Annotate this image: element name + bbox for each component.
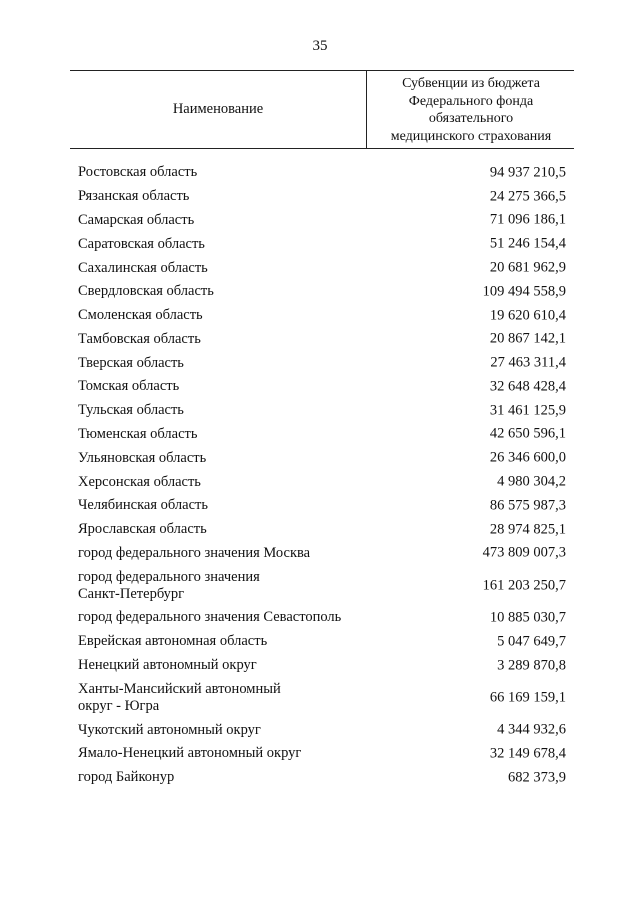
subvention-value: 109 494 558,9: [482, 283, 566, 300]
subvention-value: 32 648 428,4: [489, 378, 566, 395]
table-row: [78, 630, 566, 654]
column-header-line: Федерального фонда: [408, 93, 534, 109]
subvention-value: 161 203 250,7: [482, 577, 566, 594]
subvention-value: 473 809 007,3: [482, 544, 566, 561]
table-header: [70, 70, 574, 149]
subvention-value: 86 575 987,3: [489, 497, 566, 514]
region-name-line: Ростовская область: [78, 164, 198, 181]
region-name: [78, 450, 378, 467]
subvention-value: 71 096 186,1: [489, 211, 566, 228]
region-name-line: Ульяновская область: [78, 449, 207, 466]
region-name-line: город федерального значения: [78, 568, 260, 585]
subvention-value: 66 169 159,1: [489, 689, 566, 706]
subvention-value: 51 246 154,4: [489, 235, 566, 252]
region-name-line: Самарская область: [78, 211, 195, 228]
region-name: [78, 474, 378, 491]
region-name: [78, 355, 378, 372]
subvention-value: 19 620 610,4: [489, 307, 566, 324]
region-name-line: Херсонская область: [78, 473, 201, 490]
region-name-line: Еврейская автономная область: [78, 633, 268, 650]
region-name-line: Саратовская область: [78, 235, 205, 252]
region-name: [78, 378, 378, 395]
region-name: [78, 545, 378, 562]
subvention-value: 20 681 962,9: [489, 259, 566, 276]
subvention-value: 24 275 366,5: [489, 188, 566, 205]
region-name: [78, 426, 378, 443]
table-row: [78, 518, 566, 542]
table-row: [78, 542, 566, 566]
subvention-value: 4 980 304,2: [497, 473, 566, 490]
table-row: [78, 718, 566, 742]
region-name: [78, 307, 378, 324]
region-name: [78, 745, 378, 762]
table-row: [78, 161, 566, 185]
column-header-line: обязательного: [428, 111, 514, 126]
region-name: [78, 681, 378, 715]
region-name: [78, 212, 378, 229]
table-row: [78, 399, 566, 423]
region-name: [78, 236, 378, 253]
table-row: [78, 470, 566, 494]
region-name: [78, 188, 378, 205]
region-name: [78, 609, 378, 626]
subvention-value: 94 937 210,5: [489, 164, 566, 181]
region-name: [78, 521, 378, 538]
table-row: [78, 185, 566, 209]
region-name: [78, 283, 378, 300]
region-name: [78, 331, 378, 348]
region-name-line: Ханты-Мансийский автономный: [78, 680, 281, 697]
subvention-value: 10 885 030,7: [489, 609, 566, 626]
column-header-subventions: [368, 75, 574, 145]
region-name-line: Сахалинская область: [78, 259, 208, 276]
region-name-line: Ярославская область: [78, 521, 207, 538]
region-name: [78, 633, 378, 650]
subvention-value: 31 461 125,9: [489, 402, 566, 419]
region-name-line: город Байконур: [78, 769, 175, 786]
region-name: [78, 569, 378, 603]
region-name-line: Тамбовская область: [78, 330, 201, 347]
table-row: [78, 742, 566, 766]
region-name-line: Тульская область: [78, 402, 184, 419]
table-row: [78, 280, 566, 304]
subvention-value: 3 289 870,8: [497, 657, 566, 674]
table-row: [78, 304, 566, 328]
region-name-line: Челябинская область: [78, 497, 208, 514]
table-row: [78, 766, 566, 790]
region-name-line: Тюменская область: [78, 425, 198, 442]
region-name-line: город федерального значения Севастополь: [78, 609, 342, 626]
header-divider: [366, 71, 367, 148]
table-row: [78, 209, 566, 233]
table-body: [78, 161, 566, 790]
subvention-value: 28 974 825,1: [489, 521, 566, 538]
column-header-line: медицинского страхования: [390, 128, 552, 144]
table-row: [78, 606, 566, 630]
table-row: [78, 677, 566, 718]
table-row: [78, 565, 566, 606]
subvention-value: 32 149 678,4: [489, 745, 566, 762]
subvention-value: 42 650 596,1: [489, 425, 566, 442]
table-row: [78, 494, 566, 518]
column-header-line: Субвенции из бюджета: [402, 76, 540, 91]
table-row: [78, 423, 566, 447]
subvention-value: 4 344 932,6: [497, 721, 566, 738]
page-number: 35: [312, 38, 328, 54]
region-name-line: Томская область: [78, 378, 180, 395]
region-name-line: округ - Югра: [78, 697, 160, 714]
region-name: [78, 722, 378, 739]
table-row: [78, 654, 566, 678]
region-name-line: Тверская область: [78, 354, 184, 371]
region-name: [78, 260, 378, 277]
region-name-line: Ненецкий автономный округ: [78, 657, 257, 674]
region-name: [78, 657, 378, 674]
table-row: [78, 375, 566, 399]
column-header-name: Наименование: [172, 101, 264, 117]
region-name: [78, 164, 378, 181]
region-name-line: Рязанская область: [78, 188, 190, 205]
region-name-line: Свердловская область: [78, 283, 214, 300]
subvention-value: 20 867 142,1: [489, 330, 566, 347]
subvention-value: 682 373,9: [508, 769, 566, 786]
subvention-value: 5 047 649,7: [497, 633, 566, 650]
subvention-value: 26 346 600,0: [489, 449, 566, 466]
subvention-value: 27 463 311,4: [490, 354, 566, 371]
table-row: [78, 232, 566, 256]
table-row: [78, 446, 566, 470]
table-row: [78, 327, 566, 351]
region-name: [78, 402, 378, 419]
region-name: [78, 497, 378, 514]
region-name-line: Санкт-Петербург: [78, 585, 185, 602]
table-row: [78, 256, 566, 280]
region-name: [78, 769, 378, 786]
region-name-line: Смоленская область: [78, 307, 203, 324]
region-name-line: Чукотский автономный округ: [78, 721, 261, 738]
region-name-line: Ямало-Ненецкий автономный округ: [78, 745, 302, 762]
region-name-line: город федерального значения Москва: [78, 544, 311, 561]
table-row: [78, 351, 566, 375]
